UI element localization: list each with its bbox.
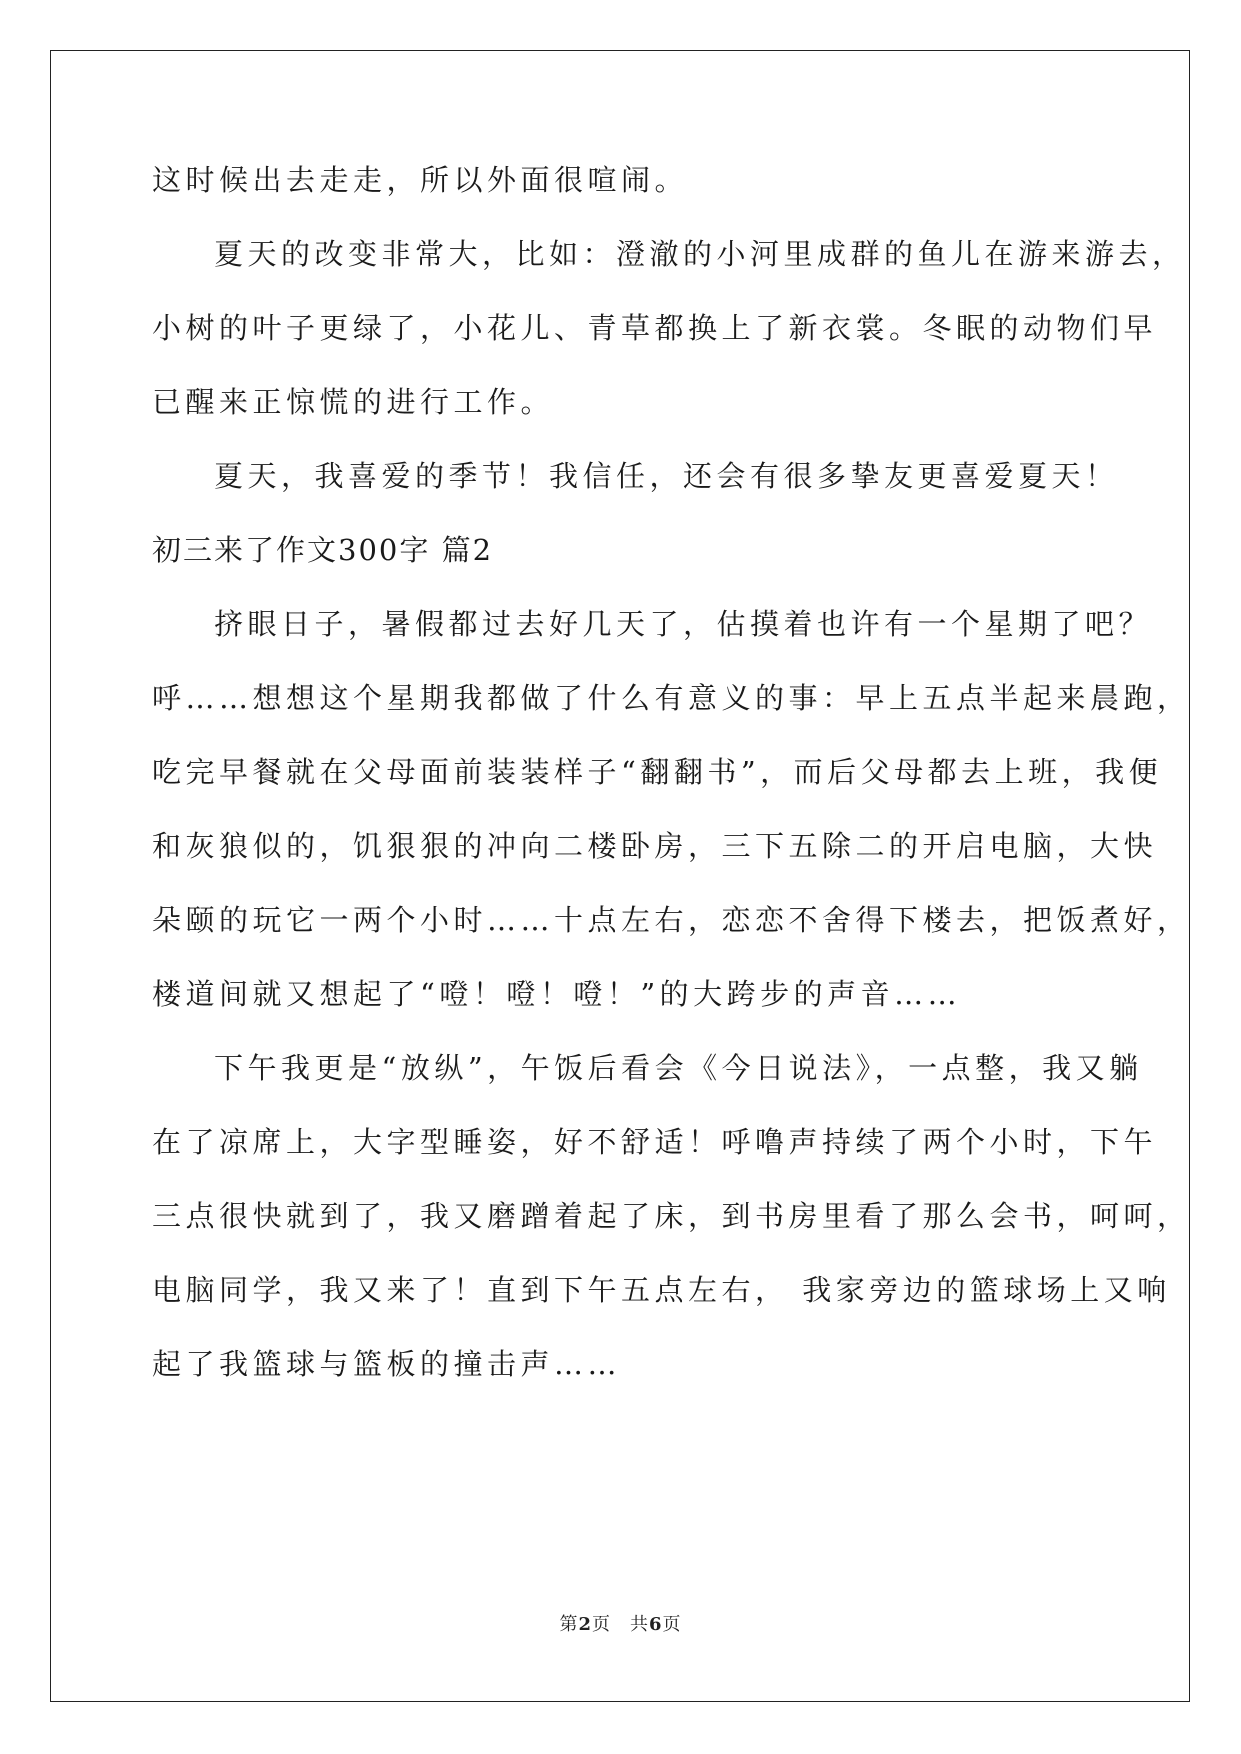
text-line: 三点很快就到了，我又磨蹭着起了床，到书房里看了那么会书，呵呵， [152, 1199, 1191, 1233]
text-line: 朵颐的玩它一两个小时……十点左右，恋恋不舍得下楼去，把饭煮好， [152, 903, 1191, 937]
text-line: 电脑同学，我又来了！直到下午五点左右， 我家旁边的篮球场上又响 [152, 1273, 1171, 1307]
text-line: 吃完早餐就在父母面前装装样子“翻翻书”，而后父母都去上班，我便 [152, 755, 1163, 789]
section-heading: 初三来了作文300字 篇2 [152, 533, 494, 567]
page-border [50, 50, 1190, 1702]
paragraph-start: 夏天，我喜爱的季节！我信任，还会有很多挚友更喜爱夏天！ [214, 459, 1119, 493]
text-line: 和灰狼似的，饥狠狠的冲向二楼卧房，三下五除二的开启电脑，大快 [152, 829, 1158, 863]
text-line: 在了凉席上，大字型睡姿，好不舒适！呼噜声持续了两个小时，下午 [152, 1125, 1158, 1159]
current-page-number: 2 [578, 1614, 592, 1635]
paragraph-start: 夏天的改变非常大，比如：澄澈的小河里成群的鱼儿在游来游去， [214, 237, 1186, 271]
text-line: 楼道间就又想起了“噔！噔！噔！”的大跨步的声音…… [152, 977, 962, 1011]
text-line: 已醒来正惊慌的进行工作。 [152, 385, 555, 419]
text-line: 呼……想想这个星期我都做了什么有意义的事：早上五点半起来晨跑， [152, 681, 1191, 715]
page-prefix: 第 [559, 1614, 579, 1635]
page-number-footer [0, 1610, 1241, 1636]
text-line: 这时候出去走走，所以外面很喧闹。 [152, 163, 689, 197]
page-suffix: 页 [662, 1614, 682, 1635]
paragraph-start: 下午我更是“放纵”，午饭后看会《今日说法》，一点整，我又躺 [214, 1051, 1143, 1085]
text-line: 起了我篮球与篮板的撞击声…… [152, 1347, 622, 1381]
page-middle: 页 共 [592, 1614, 649, 1635]
total-page-number: 6 [649, 1614, 663, 1635]
paragraph-start: 挤眼日子，暑假都过去好几天了，估摸着也许有一个星期了吧？ [214, 607, 1153, 641]
text-line: 小树的叶子更绿了，小花儿、青草都换上了新衣裳。冬眠的动物们早 [152, 311, 1158, 345]
